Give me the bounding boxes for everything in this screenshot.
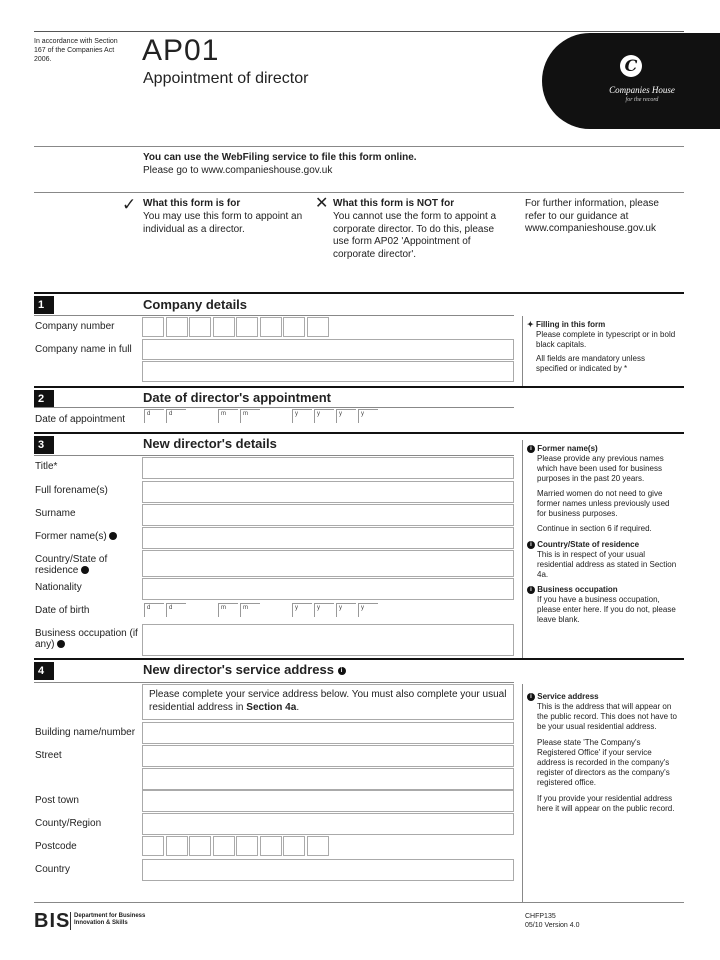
info-icon: [57, 640, 65, 648]
county-region-label: County/Region: [35, 818, 102, 829]
street-field[interactable]: [142, 745, 514, 767]
top-rule: [34, 31, 684, 32]
date-of-birth-label-text: Date of birth: [35, 605, 90, 616]
former-names-label: [35, 531, 140, 542]
side-note: [527, 320, 677, 374]
title-label-text: Title*: [35, 461, 58, 472]
company-name-field[interactable]: [142, 339, 514, 360]
postcode-cell[interactable]: [236, 836, 258, 856]
not-for-text: You cannot use the form to appoint a corporate director. To do this, please use form AP02 'Appointment of corporate director'.: [333, 211, 497, 260]
nationality-label-text: Nationality: [35, 582, 82, 593]
divider: [34, 407, 514, 408]
cross-icon: ✕: [315, 195, 329, 212]
street-label: Street: [35, 750, 62, 761]
section-title: New director's details: [143, 436, 277, 451]
logo-divider: [70, 912, 71, 930]
date-of-birth-cell[interactable]: m: [218, 603, 238, 617]
form-reference: CHFP135: [525, 913, 556, 920]
service-address-instruction: Please complete your service address below. You must also complete your usual residential address in Section 4a.: [142, 684, 514, 720]
business-occupation-field[interactable]: [142, 624, 514, 656]
company-number-cell[interactable]: [283, 317, 305, 337]
date-of-appointment-label: Date of appointment: [35, 414, 126, 425]
street-field-line-2[interactable]: [142, 768, 514, 790]
postcode-label: Postcode: [35, 841, 77, 852]
bis-department: Department for Business Innovation & Skills: [74, 913, 146, 926]
appointment-date-cell[interactable]: y: [314, 409, 334, 423]
companies-house-logo: [542, 33, 720, 129]
postcode-cell[interactable]: [213, 836, 235, 856]
building-name-field[interactable]: [142, 722, 514, 744]
side-note-text: Please state 'The Company's Registered Office' if your service address is recorded in the company's register of directors as the company's registered office.: [537, 738, 670, 787]
section-number: 3: [34, 436, 54, 454]
side-note-text: If you have a business occupation, please enter here. If you do not, please leave blank.: [537, 595, 676, 624]
appointment-date-cell[interactable]: y: [336, 409, 356, 423]
surname-field[interactable]: [142, 504, 514, 526]
date-of-birth-cell[interactable]: d: [144, 603, 164, 617]
divider: [34, 455, 514, 456]
side-divider: [522, 684, 523, 902]
side-note-title: ✦ Filling in this form: [527, 320, 606, 329]
further-info: For further information, please refer to our guidance at www.companieshouse.gov.uk: [525, 198, 659, 234]
appointment-date-cell[interactable]: d: [144, 409, 164, 423]
postcode-cell[interactable]: [189, 836, 211, 856]
webfiling-note: You can use the WebFiling service to file this form online.: [143, 152, 417, 163]
surname-label-text: Surname: [35, 508, 76, 519]
appointment-date-cell[interactable]: d: [166, 409, 186, 423]
side-note-text: Continue in section 6 if required.: [537, 524, 652, 533]
company-number-cell[interactable]: [307, 317, 329, 337]
date-of-birth-cell[interactable]: y: [336, 603, 356, 617]
section-rule: [34, 658, 684, 660]
info-icon: i: [527, 541, 535, 549]
section-rule: [34, 292, 684, 294]
company-number-label: Company number: [35, 321, 115, 332]
is-for-title: What this form is for: [143, 198, 241, 209]
date-of-birth-cell[interactable]: y: [358, 603, 378, 617]
date-of-birth-cell[interactable]: d: [166, 603, 186, 617]
section-rule: [34, 432, 684, 434]
section-title: Date of director's appointment: [143, 390, 331, 405]
date-of-birth-cell[interactable]: y: [314, 603, 334, 617]
surname-label: [35, 508, 140, 519]
info-icon: [81, 566, 89, 574]
side-note-text: Please provide any previous names which have been used for business purposes in the past 20 years.: [537, 454, 664, 483]
section-title: Company details: [143, 297, 248, 312]
country-of-residence-field[interactable]: [142, 550, 514, 577]
forenames-label-text: Full forename(s): [35, 485, 108, 496]
logo-emblem-icon: C: [620, 55, 642, 77]
side-note-text: If you provide your residential address here it will appear on the public record.: [537, 794, 675, 813]
is-for-text: You may use this form to appoint an individual as a director.: [143, 211, 303, 235]
date-of-birth-cell[interactable]: m: [240, 603, 260, 617]
appointment-date-cell[interactable]: m: [218, 409, 238, 423]
country-of-residence-label-text: Country/State of residence: [35, 554, 108, 576]
country-field[interactable]: [142, 859, 514, 881]
date-of-birth-label: [35, 605, 140, 616]
section-number: 1: [34, 296, 54, 314]
country-label: Country: [35, 864, 71, 875]
appointment-date-cell[interactable]: y: [358, 409, 378, 423]
divider: [34, 902, 684, 903]
post-town-label: Post town: [35, 795, 79, 806]
legal-note: In accordance with Section 167 of the Companies Act 2006.: [34, 38, 118, 63]
info-icon: i: [527, 445, 535, 453]
former-names-label-text: Former name(s): [35, 531, 107, 542]
divider: [34, 146, 684, 147]
post-town-field[interactable]: [142, 790, 514, 812]
postcode-cell[interactable]: [283, 836, 305, 856]
title-label: [35, 461, 140, 472]
county-region-field[interactable]: [142, 813, 514, 835]
side-note-text: Married women do not need to give former names unless previously used for business purposes.: [537, 489, 670, 518]
postcode-cell[interactable]: [166, 836, 188, 856]
section-title: New director's service address i: [143, 662, 346, 677]
logo-name: Companies House: [609, 85, 675, 95]
nationality-label: [35, 582, 140, 593]
nationality-field[interactable]: [142, 578, 514, 600]
company-number-cell[interactable]: [213, 317, 235, 337]
company-name-label: Company name in full: [35, 344, 132, 355]
divider: [34, 192, 684, 193]
side-note-text: All fields are mandatory unless specified or indicated by *: [536, 354, 645, 373]
company-number-cell[interactable]: [166, 317, 188, 337]
webfiling-url: Please go to www.companieshouse.gov.uk: [143, 165, 333, 176]
section-rule: [34, 386, 684, 388]
info-icon: [109, 532, 117, 540]
side-note-text: This is the address that will appear on the public record. This does not have to be your usual residential address.: [537, 702, 677, 731]
side-note-text: Please complete in typescript or in bold black capitals.: [536, 330, 676, 349]
date-of-birth-cell[interactable]: y: [292, 603, 312, 617]
divider: [34, 315, 514, 316]
side-divider: [522, 316, 523, 386]
not-for-title: What this form is NOT for: [333, 198, 455, 209]
divider: [34, 682, 514, 683]
side-note: i Service address This is the address that will appear on the public record. This does not have to be your usual residential address. Please state 'The Company's Registered Office' if your service address is recorded in the company's register of directors as the company's registered office. If you provide your residential address here it will appear on the public record.: [527, 692, 680, 814]
company-number-cell[interactable]: [260, 317, 282, 337]
company-number-cell[interactable]: [189, 317, 211, 337]
postcode-cell[interactable]: [260, 836, 282, 856]
section-number: 4: [34, 662, 54, 680]
postcode-cell[interactable]: [307, 836, 329, 856]
country-of-residence-label: [35, 554, 140, 576]
business-occupation-label: [35, 628, 140, 650]
business-occupation-label-text: Business occupation (if any): [35, 628, 138, 650]
company-number-cell[interactable]: [236, 317, 258, 337]
company-name-field-line-2[interactable]: [142, 361, 514, 382]
title-field[interactable]: [142, 457, 514, 479]
company-number-cell[interactable]: [142, 317, 164, 337]
postcode-cell[interactable]: [142, 836, 164, 856]
appointment-date-cell[interactable]: y: [292, 409, 312, 423]
side-divider: [522, 440, 523, 658]
appointment-date-cell[interactable]: m: [240, 409, 260, 423]
form-version: 05/10 Version 4.0: [525, 922, 580, 929]
building-name-label: Building name/number: [35, 727, 136, 738]
former-names-field[interactable]: [142, 527, 514, 549]
logo-tagline: for the record: [625, 97, 659, 103]
info-icon: i: [338, 667, 346, 675]
info-icon: i: [527, 693, 535, 701]
section-number: 2: [34, 390, 54, 408]
side-note-text: This is in respect of your usual residential address as stated in Section 4a.: [537, 550, 677, 579]
form-code: AP01: [142, 34, 220, 67]
side-note: i Former name(s) Please provide any previous names which have been used for business purposes in the past 20 years. Married women do not need to give former names unless previously used for business purposes. Continue in section 6 if required. i Country/State of residence This is in respect of your usual residential address as stated in Section 4a. i Business occupation If you have a business occupation, please enter here. If you do not, please leave blank.: [527, 444, 677, 625]
form-title: Appointment of director: [143, 70, 309, 87]
checkmark-icon: ✓: [122, 195, 137, 214]
forenames-label: [35, 485, 140, 496]
info-icon: i: [527, 586, 535, 594]
bis-logo: BIS: [34, 910, 71, 932]
forenames-field[interactable]: [142, 481, 514, 503]
